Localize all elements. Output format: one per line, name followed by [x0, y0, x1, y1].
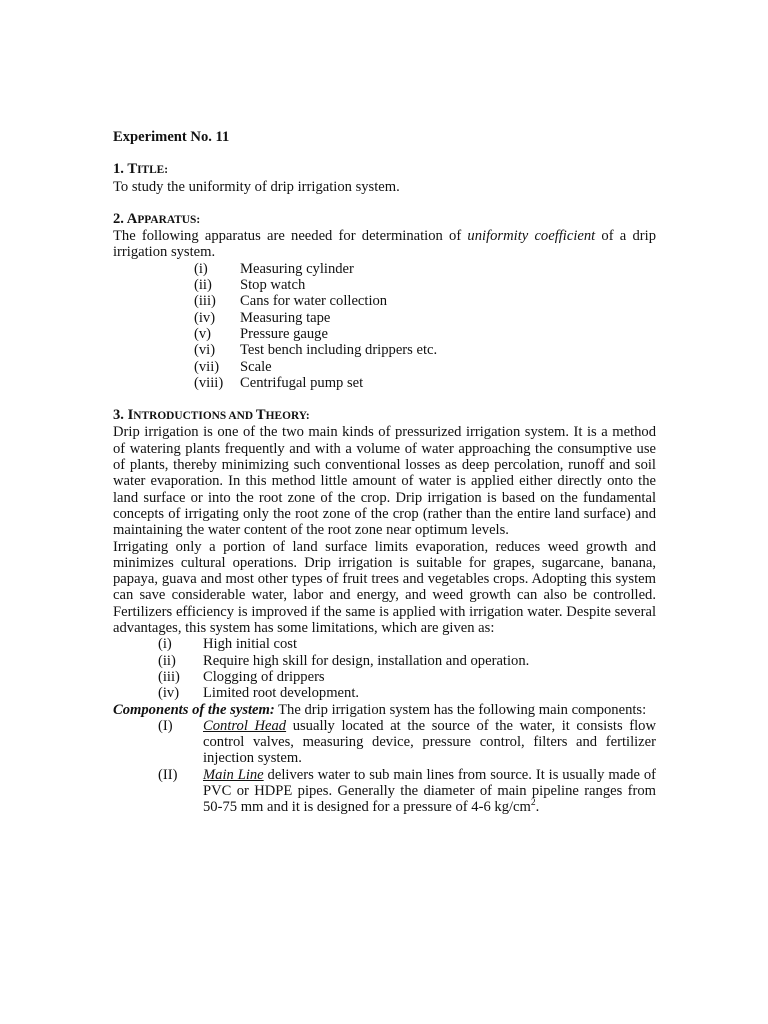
apparatus-item: (iv) Measuring tape [194, 309, 331, 326]
title-text: To study the uniformity of drip irrigation system. [113, 178, 400, 195]
apparatus-item: (ii) Stop watch [194, 277, 306, 294]
apparatus-list [194, 261, 656, 391]
apparatus-item: (i) Measuring cylinder [194, 260, 354, 277]
apparatus-item: (viii) Centrifugal pump set [194, 374, 364, 391]
components-label: Components of the system: [113, 701, 275, 718]
component-item: (II) Main Line delivers water to sub main lines from source. It is usually made of PVC or HDPE pipes. Generally the diameter of main pipeline ranges from 50-75 mm and it is designed for a pressure of 4-6 $kg/cm^2$. [158, 766, 656, 816]
components-intro: Components of the system: The drip irrigation system has the following main components: [113, 701, 647, 718]
apparatus-item: (vii) Scale [194, 358, 272, 375]
limitation-item: (ii) Require high skill for design, installation and operation. [158, 652, 530, 669]
apparatus-item: (vi) Test bench including drippers etc. [194, 342, 438, 359]
document-body [113, 129, 656, 816]
section-number: 1. [113, 161, 124, 178]
limitations-list [158, 636, 656, 701]
limitation-item: (i) High initial cost [158, 636, 298, 653]
superscript: 2 [530, 798, 536, 809]
section-number: 3. [113, 407, 124, 424]
section-number: 2. [113, 210, 124, 227]
experiment-title: Experiment No. 11 [113, 129, 230, 145]
theory-paragraph: Irrigating only a portion of land surface limits evaporation, reduces weed growth and minimizes cultural operations. Drip irrigation is suitable for grapes, sugarcane, banana, papaya, guava and most other types of fruit trees and vegetables crops. Adopting this system can save considerable water, labor and energy, and weed growth can also be controlled. Fertilizers efficiency is improved if the same is applied with irrigation water. Despite several advantages, this system has some limitations, which are given as: [113, 538, 656, 637]
component-term: Control Head [203, 717, 287, 734]
section-theory-heading: 3. INTRODUCTIONS AND THEORY: [113, 407, 310, 424]
section-apparatus-heading: 2. APPARATUS: [113, 210, 201, 227]
component-term: Main Line [203, 766, 264, 783]
components-list [158, 718, 656, 816]
apparatus-item: (v) Pressure gauge [194, 325, 328, 342]
theory-paragraph: Drip irrigation is one of the two main kinds of pressurized irrigation system. It is a method of watering plants frequently and with a volume of water approaching the consumptive use of plants, thereby minimizing such conventional losses as deep percolation, runoff and soil water evaporation. In this method little amount of water is applied either directly onto the land surface or into the root zone of the crop. Drip irrigation is based on the fundamental concepts of irrigating only the root zone of the crop (rather than the entire land surface) and maintaining the water content of the root zone near optimum levels. [113, 424, 656, 539]
limitation-item: (iii) Clogging of drippers [158, 668, 325, 685]
component-item: (I) Control Head usually located at the source of the water, it consists flow control valves, measuring device, pressure control, filters and fertilizer injection system. [158, 717, 656, 767]
apparatus-intro: The following apparatus are needed for determination of uniformity coefficient of a drip irrigation system. [113, 228, 656, 261]
limitation-item: (iv) Limited root development. [158, 685, 360, 702]
section-title-heading: 1. TITLE: [113, 161, 169, 178]
apparatus-item: (iii) Cans for water collection [194, 293, 388, 310]
